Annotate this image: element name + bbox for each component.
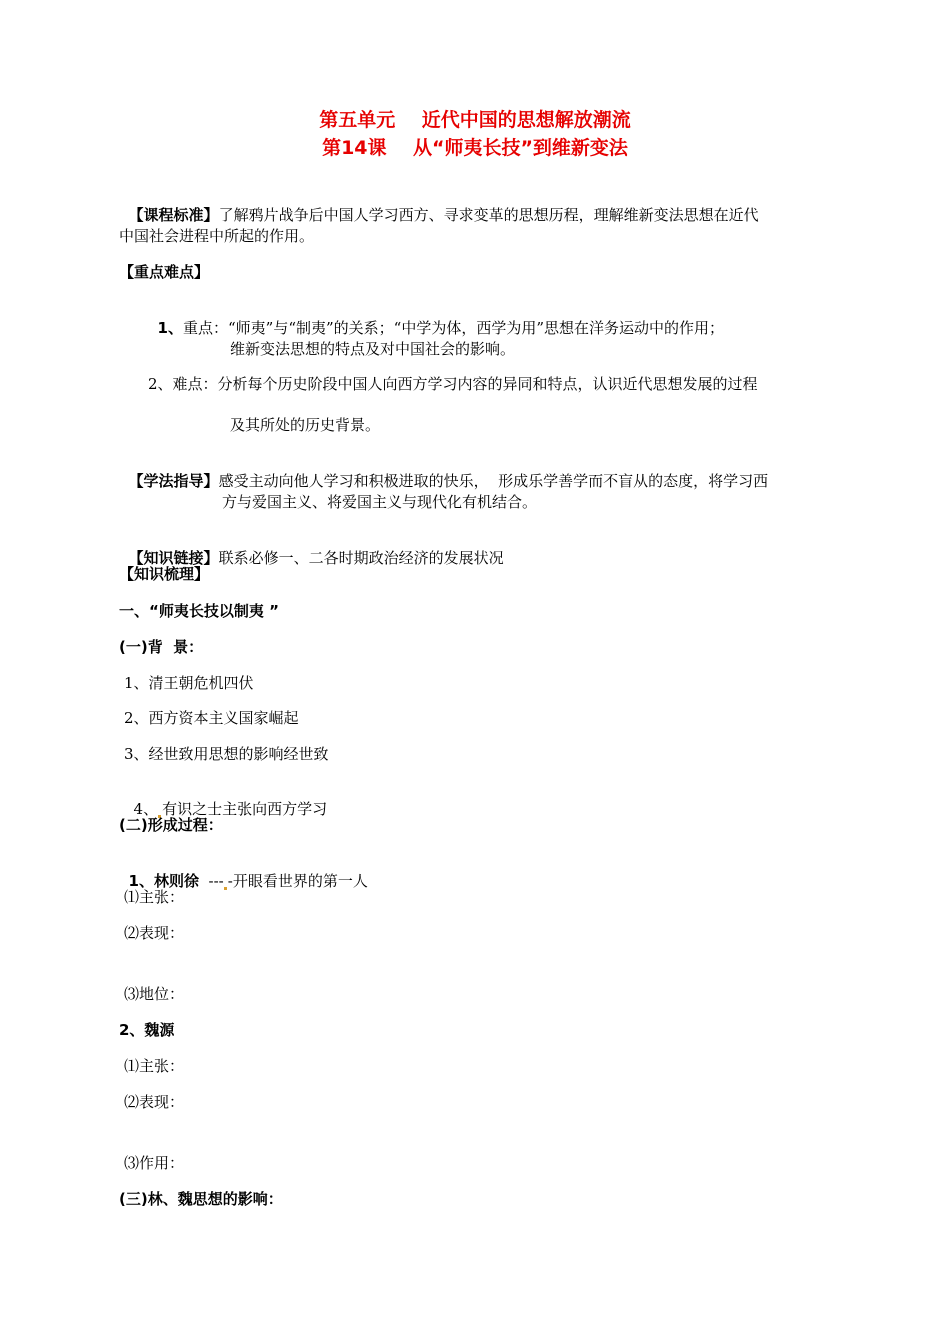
course-standard [119, 185, 759, 225]
lin-item-1: ⑴主张： [124, 888, 185, 906]
key-point-1 [148, 298, 724, 338]
wei-item-1: ⑴主张： [124, 1057, 185, 1075]
study-guide-cont: 方与爱国主义、将爱国主义与现代化有机结合。 [222, 493, 538, 511]
mark-dot [224, 887, 227, 890]
knowledge-link [119, 528, 504, 568]
course-standard-cont: 中国社会进程中所起的作用。 [119, 227, 315, 245]
influence-heading: (三)林、魏思想的影响： [119, 1190, 283, 1208]
unit-title: 第五单元 近代中国的思想解放潮流 [319, 109, 631, 131]
lesson-title: 第14课 从“师夷长技”到维新变法 [322, 137, 628, 159]
knowledge-link-text: 联系必修一、二各时期政治经济的发展状况 [218, 549, 504, 567]
course-standard-text: 了解鸦片战争后中国人学习西方、寻求变革的思想历程，理解维新变法思想在近代 [218, 206, 759, 224]
lin-zexu-dash: --- [198, 872, 224, 890]
lin-zexu-line [119, 851, 368, 891]
lin-item-2: ⑵表现： [124, 924, 185, 942]
wei-yuan-name: 2、魏源 [119, 1021, 175, 1039]
background-item-4 [124, 779, 327, 819]
study-guide-label: 【学法指导】 [128, 472, 219, 490]
background-item-4-text: 有识之士主张向西方学习 [162, 800, 328, 818]
knowledge-link-label: 【知识链接】 [128, 549, 219, 567]
key-point-2: 2、难点：分析每个历史阶段中国人向西方学习内容的异同和特点，认识近代思想发展的过程 [148, 375, 758, 393]
knowledge-review-label: 【知识梳理】 [119, 565, 210, 583]
wei-item-2: ⑵表现： [124, 1093, 185, 1111]
background-item-1: 1、清王朝危机四伏 [124, 674, 254, 692]
section-1-heading: 一、“师夷长技以制夷 ” [119, 602, 279, 620]
study-guide-text: 感受主动向他人学习和积极进取的快乐， 形成乐学善学而不盲从的态度，将学习西 [218, 472, 769, 490]
course-standard-label: 【课程标准】 [128, 206, 219, 224]
wei-item-3: ⑶作用： [124, 1154, 185, 1172]
study-guide [119, 451, 768, 491]
background-item-2: 2、西方资本主义国家崛起 [124, 709, 299, 727]
key-point-2-cont: 及其所处的历史背景。 [230, 416, 381, 434]
background-item-4-num: 4、 [133, 800, 159, 818]
lin-zexu-dash-end: - [227, 872, 233, 890]
background-item-3: 3、经世致用思想的影响经世致 [124, 745, 329, 763]
background-heading: (一)背 景： [119, 638, 204, 656]
lin-zexu-name: 1、林则徐 [128, 872, 199, 890]
key-point-1-num: 1、 [157, 319, 183, 337]
key-points-label: 【重点难点】 [119, 263, 210, 281]
key-point-1-cont: 维新变法思想的特点及对中国社会的影响。 [230, 340, 516, 358]
key-point-1-text: 重点：“师夷”与“制夷”的关系；“中学为体，西学为用”思想在洋务运动中的作用； [182, 319, 724, 337]
lin-zexu-desc: 开眼看世界的第一人 [232, 872, 368, 890]
lin-item-3: ⑶地位： [124, 985, 185, 1003]
formation-heading: (二)形成过程： [119, 816, 223, 834]
